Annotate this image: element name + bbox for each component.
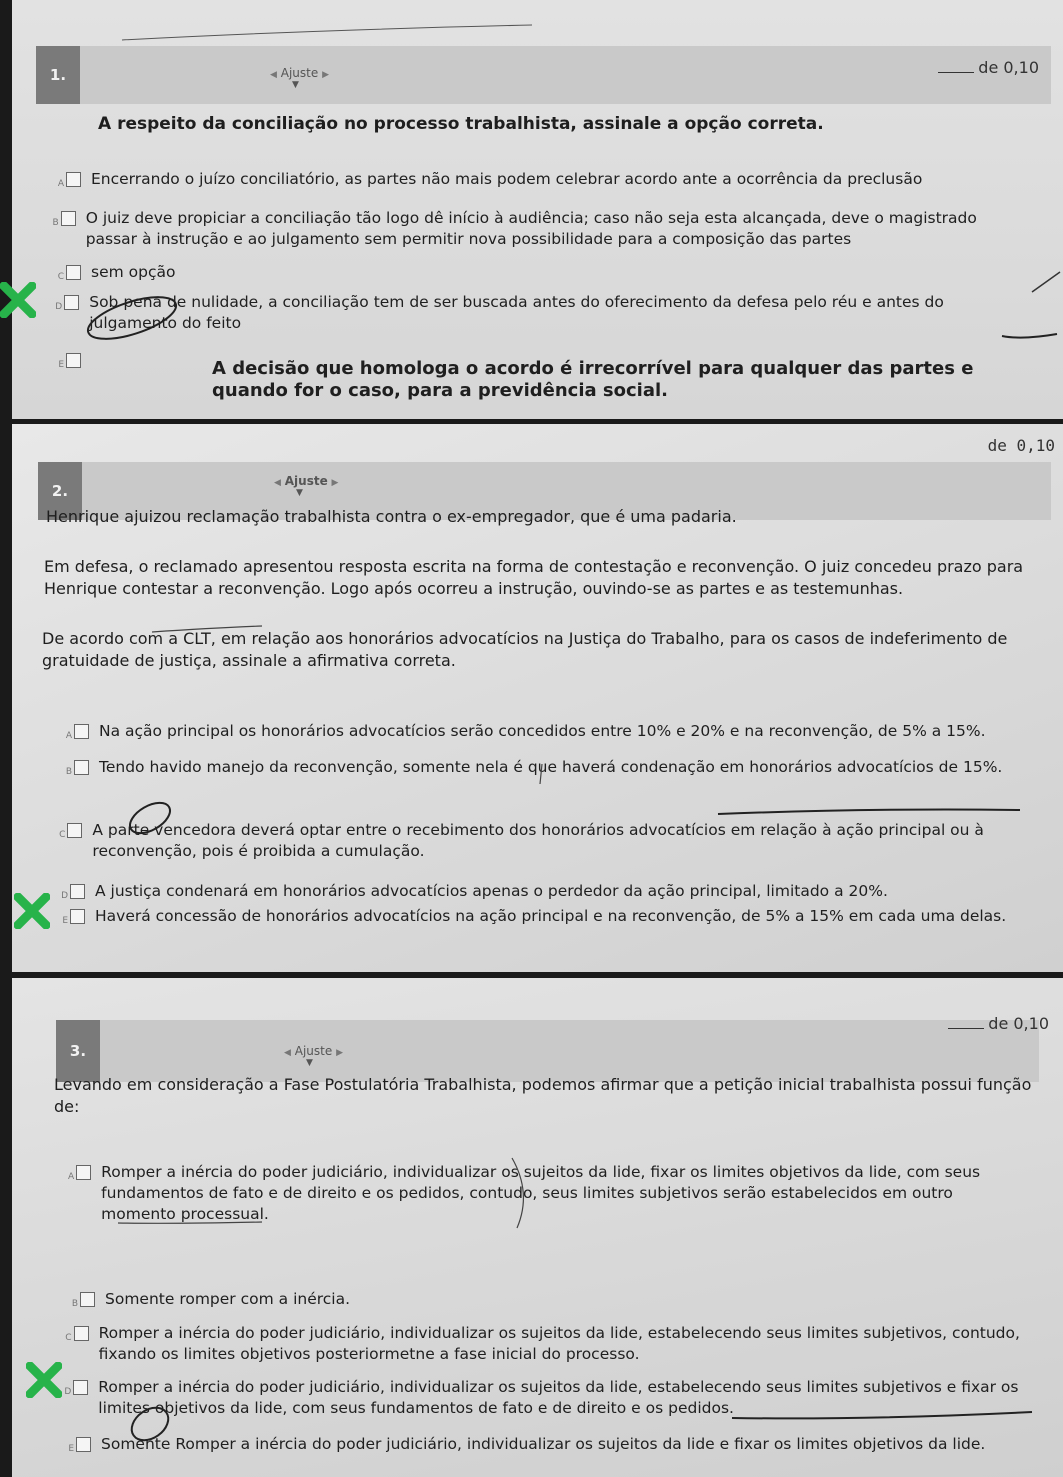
option-text: sem opção	[91, 263, 176, 281]
question-3-header	[56, 1020, 1039, 1082]
option-letter: A	[57, 179, 64, 189]
chevron-right-icon[interactable]: ▶	[331, 478, 339, 488]
question-text: A respeito da conciliação no processo trabalhista, assinale a opção correta.	[98, 114, 824, 134]
score-value: de 0,10	[987, 436, 1055, 455]
question-2-panel	[12, 424, 1063, 972]
ajuste-control[interactable]	[274, 474, 339, 498]
option-letter: C	[57, 272, 64, 282]
checkbox[interactable]	[74, 760, 89, 775]
option-letter: D	[61, 891, 68, 901]
question-paragraph-3: De acordo com a CLT, em relação aos honorários advocatícios na Justiça do Trabalho, para os casos de indeferimento de gratuidade de justiça, assinale a afirmativa correta.	[42, 629, 1008, 670]
question-3-panel	[12, 978, 1063, 1477]
option-a[interactable]	[68, 1162, 1028, 1225]
question-1-header	[36, 46, 1051, 104]
option-text: A parte vencedora deverá optar entre o recebimento dos honorários advocatícios em relação à ação principal ou à reconvenção, pois é proibida a cumulação.	[92, 821, 984, 860]
option-a[interactable]	[52, 169, 1012, 195]
score-blank	[938, 72, 974, 73]
question-number: 2.	[38, 462, 82, 520]
option-letter: B	[65, 767, 72, 777]
option-c[interactable]	[64, 1323, 1024, 1365]
question-text: Levando em consideração a Fase Postulatória Trabalhista, podemos afirmar que a petição inicial trabalhista possui função de:	[54, 1075, 1032, 1116]
checkbox[interactable]	[61, 211, 76, 226]
question-paragraph-2: Em defesa, o reclamado apresentou resposta escrita na forma de contestação e reconvenção. O juiz concedeu prazo para Henrique contestar a reconvenção. Logo após ocorreu a instrução, ouvindo-se as partes e as testemunhas.	[44, 557, 1024, 598]
score-value: de 0,10	[978, 58, 1039, 77]
ajuste-control[interactable]	[270, 66, 329, 90]
option-a[interactable]	[60, 721, 1040, 747]
question-paragraph-1: Henrique ajuizou reclamação trabalhista contra o ex-empregador, que é uma padaria.	[46, 507, 737, 526]
checkbox[interactable]	[70, 909, 85, 924]
option-text: A justiça condenará em honorários advocatícios apenas o perdedor da ação principal, limitado a 20%.	[95, 882, 888, 900]
option-text: Sob pena de nulidade, a conciliação tem de ser buscada antes do oferecimento da defesa pelo réu e antes do julgamento do feito	[89, 293, 944, 332]
score-value: de 0,10	[988, 1014, 1049, 1033]
score-field	[948, 1014, 1049, 1033]
option-d[interactable]	[52, 292, 952, 334]
option-letter: B	[52, 218, 59, 228]
option-c[interactable]	[56, 820, 1056, 862]
checkbox[interactable]	[74, 724, 89, 739]
chevron-left-icon[interactable]: ◀	[270, 70, 277, 80]
question-number: 1.	[36, 46, 80, 104]
option-letter: E	[68, 1444, 74, 1454]
option-text: Encerrando o juízo conciliatório, as partes não mais podem celebrar acordo ante a ocorrência da preclusão	[91, 170, 923, 188]
checkbox[interactable]	[66, 172, 81, 187]
option-e[interactable]	[62, 1434, 1062, 1460]
chevron-left-icon[interactable]: ◀	[284, 1048, 291, 1058]
chevron-right-icon[interactable]: ▶	[336, 1048, 343, 1058]
option-text: O juiz deve propiciar a conciliação tão logo dê início à audiência; caso não seja esta alcançada, deve o magistrado passar à instrução e ao julgamento sem permitir nova possibilidade para a composição das partes	[85, 209, 977, 248]
chevron-right-icon[interactable]: ▶	[322, 70, 329, 80]
checkbox[interactable]	[64, 295, 79, 310]
option-text: Somente romper com a inércia.	[105, 1290, 351, 1308]
option-text: Tendo havido manejo da reconvenção, somente nela é que haverá condenação em honorários advocatícios de 15%.	[99, 758, 1003, 776]
option-b[interactable]	[66, 1289, 1026, 1315]
option-letter: D	[64, 1387, 72, 1397]
option-letter: C	[59, 830, 66, 840]
option-d[interactable]	[64, 1377, 1044, 1419]
option-letter: E	[58, 360, 64, 370]
checkbox[interactable]	[66, 353, 81, 368]
option-b[interactable]	[52, 208, 1012, 250]
score-field	[938, 58, 1039, 77]
option-letter: B	[71, 1299, 78, 1309]
option-b[interactable]	[60, 757, 1020, 783]
ajuste-label: Ajuste	[280, 66, 319, 80]
checkbox[interactable]	[70, 884, 85, 899]
checkbox[interactable]	[67, 823, 82, 838]
ajuste-label: Ajuste	[294, 1044, 333, 1058]
ajuste-label: Ajuste	[284, 474, 328, 488]
option-e[interactable]	[56, 906, 1016, 932]
option-d[interactable]	[56, 881, 1016, 907]
option-letter: C	[65, 1333, 72, 1343]
option-text: Haverá concessão de honorários advocatícios na ação principal e na reconvenção, de 5% a 15% em cada uma delas.	[95, 907, 1007, 925]
option-c[interactable]	[52, 262, 1012, 288]
option-e[interactable]	[52, 350, 112, 376]
option-letter: A	[68, 1172, 75, 1182]
option-letter: D	[55, 302, 63, 312]
checkbox[interactable]	[76, 1437, 91, 1452]
chevron-down-icon[interactable]: ▼	[296, 488, 303, 498]
option-text: Somente Romper a inércia do poder judiciário, individualizar os sujeitos da lide e fixar os limites objetivos da lide.	[101, 1435, 986, 1453]
green-x-mark-icon	[26, 1362, 62, 1398]
question-number: 3.	[56, 1020, 100, 1082]
score-blank	[948, 1028, 984, 1029]
checkbox[interactable]	[80, 1292, 95, 1307]
checkbox[interactable]	[66, 265, 81, 280]
checkbox[interactable]	[73, 1380, 88, 1395]
chevron-left-icon[interactable]: ◀	[274, 478, 281, 488]
option-text: Romper a inércia do poder judiciário, individualizar os sujeitos da lide, estabelecendo seus limites subjetivos, contudo, fixando os limites objetivos posteriormetne a fase inicial do processo.	[98, 1324, 1020, 1363]
option-text: Romper a inércia do poder judiciário, individualizar os sujeitos da lide, estabelecendo seus limites subjetivos e fixar os limites objetivos da lide, com seus fundamentos de fato e de direito e os pedidos.	[98, 1378, 1019, 1417]
option-e-text: A decisão que homologa o acordo é irrecorrível para qualquer das partes e quando for o caso, para a previdência social.	[212, 358, 974, 401]
checkbox[interactable]	[74, 1326, 89, 1341]
chevron-down-icon[interactable]: ▼	[292, 80, 299, 90]
green-x-mark-icon	[14, 893, 50, 929]
checkbox[interactable]	[76, 1165, 91, 1180]
ajuste-control[interactable]	[284, 1044, 343, 1068]
option-text: Romper a inércia do poder judiciário, individualizar os sujeitos da lide, fixar os limites objetivos da lide, com seus fundamentos de fato e de direito e os pedidos, contudo, seus limites subjetivos serão estabelecidos em outro momento processual.	[101, 1163, 981, 1223]
option-letter: A	[65, 731, 72, 741]
option-text: Na ação principal os honorários advocatícios serão concedidos entre 10% e 20% e na reconvenção, de 5% a 15%.	[99, 722, 986, 740]
chevron-down-icon[interactable]: ▼	[306, 1058, 313, 1068]
option-letter: E	[62, 916, 68, 926]
question-1-panel	[12, 0, 1063, 419]
green-x-mark-icon	[0, 282, 36, 318]
